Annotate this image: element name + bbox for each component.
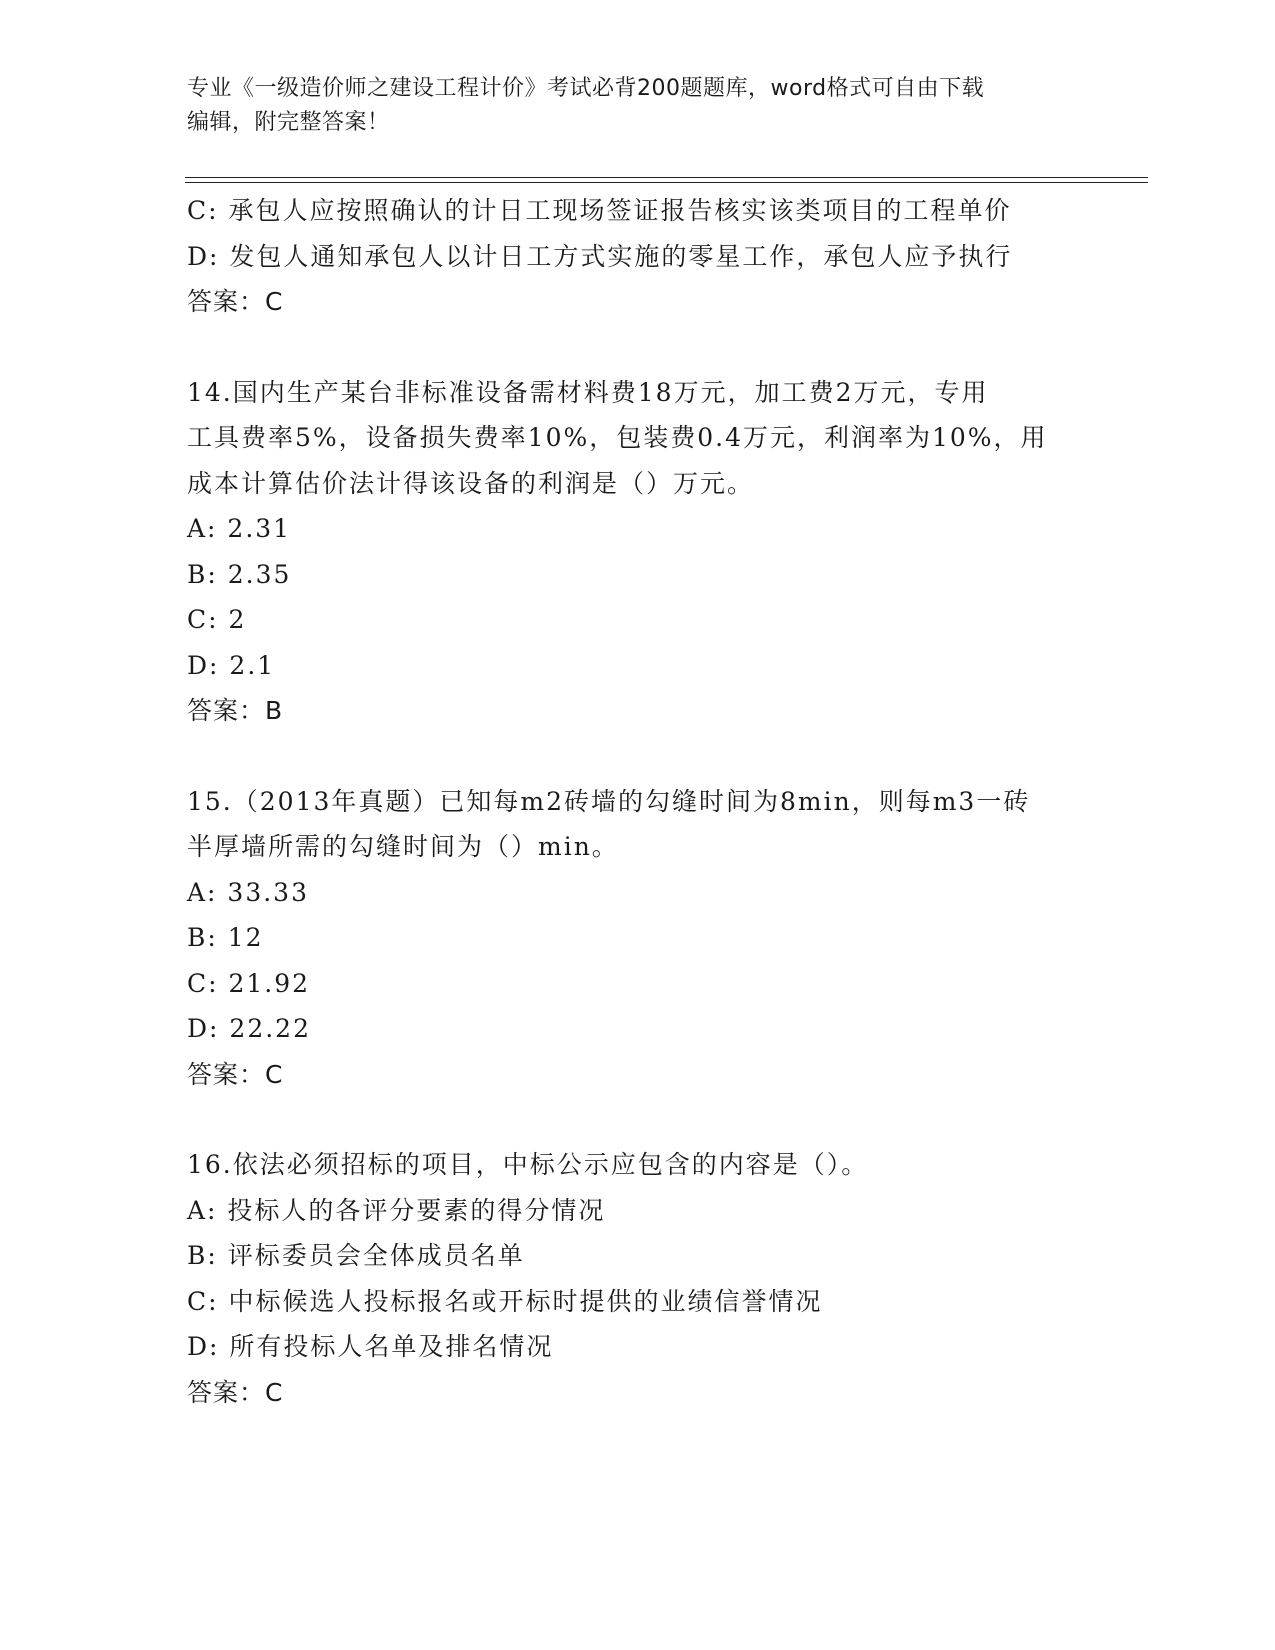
question-stem-line: 15.（2013年真题）已知每m2砖墙的勾缝时间为8min，则每m3一砖 [187,786,1031,816]
header-title-line-1: 专业《一级造价师之建设工程计价》考试必背200题题库，word格式可自由下载 [187,76,985,101]
question-13-continued [187,188,1087,325]
answer-label: 答案：B [187,696,284,725]
question-stem-line: 16.依法必须招标的项目，中标公示应包含的内容是（）。 [187,1150,869,1179]
option-a: A: 投标人的各评分要素的得分情况 [187,1195,606,1225]
option-c: C: 21.92 [187,968,311,998]
option-b: B: 2.35 [187,559,292,589]
question-list [187,188,1087,1415]
option-b: B: 评标委员会全体成员名单 [187,1241,525,1270]
option-d: D: 2.1 [187,650,276,680]
option-d: D: 所有投标人名单及排名情况 [187,1332,554,1361]
page-header [187,72,1067,140]
question-stem-line: 14.国内生产某台非标准设备需材料费18万元，加工费2万元，专用 [187,377,989,407]
option-d: D: 发包人通知承包人以计日工方式实施的零星工作，承包人应予执行 [187,241,1013,271]
question-stem-line: 半厚墙所需的勾缝时间为（）min。 [187,832,619,861]
question-15 [187,779,1087,1098]
header-title-line-2: 编辑，附完整答案！ [187,110,390,135]
option-a: A: 33.33 [187,877,309,907]
option-b: B: 12 [187,923,264,952]
question-14 [187,370,1087,734]
spacer [187,734,1087,779]
option-a: A: 2.31 [187,514,292,543]
answer-label: 答案：C [187,287,284,316]
answer-label: 答案：C [187,1059,284,1089]
question-stem-line: 工具费率5%，设备损失费率10%，包装费0.4万元，利润率为10%，用 [187,423,1048,452]
option-d: D: 22.22 [187,1014,311,1043]
answer-label: 答案：C [187,1377,284,1407]
question-stem-line: 成本计算估价法计得该设备的利润是（）万元。 [187,468,755,498]
header-divider-bottom [185,182,1148,183]
spacer [187,325,1087,370]
option-c: C: 2 [187,605,247,634]
option-c: C: 中标候选人投标报名或开标时提供的业绩信誉情况 [187,1286,823,1316]
option-c: C: 承包人应按照确认的计日工现场签证报告核实该类项目的工程单价 [187,196,1012,225]
spacer [187,1097,1087,1142]
question-16 [187,1142,1087,1415]
header-divider-top [185,177,1148,178]
